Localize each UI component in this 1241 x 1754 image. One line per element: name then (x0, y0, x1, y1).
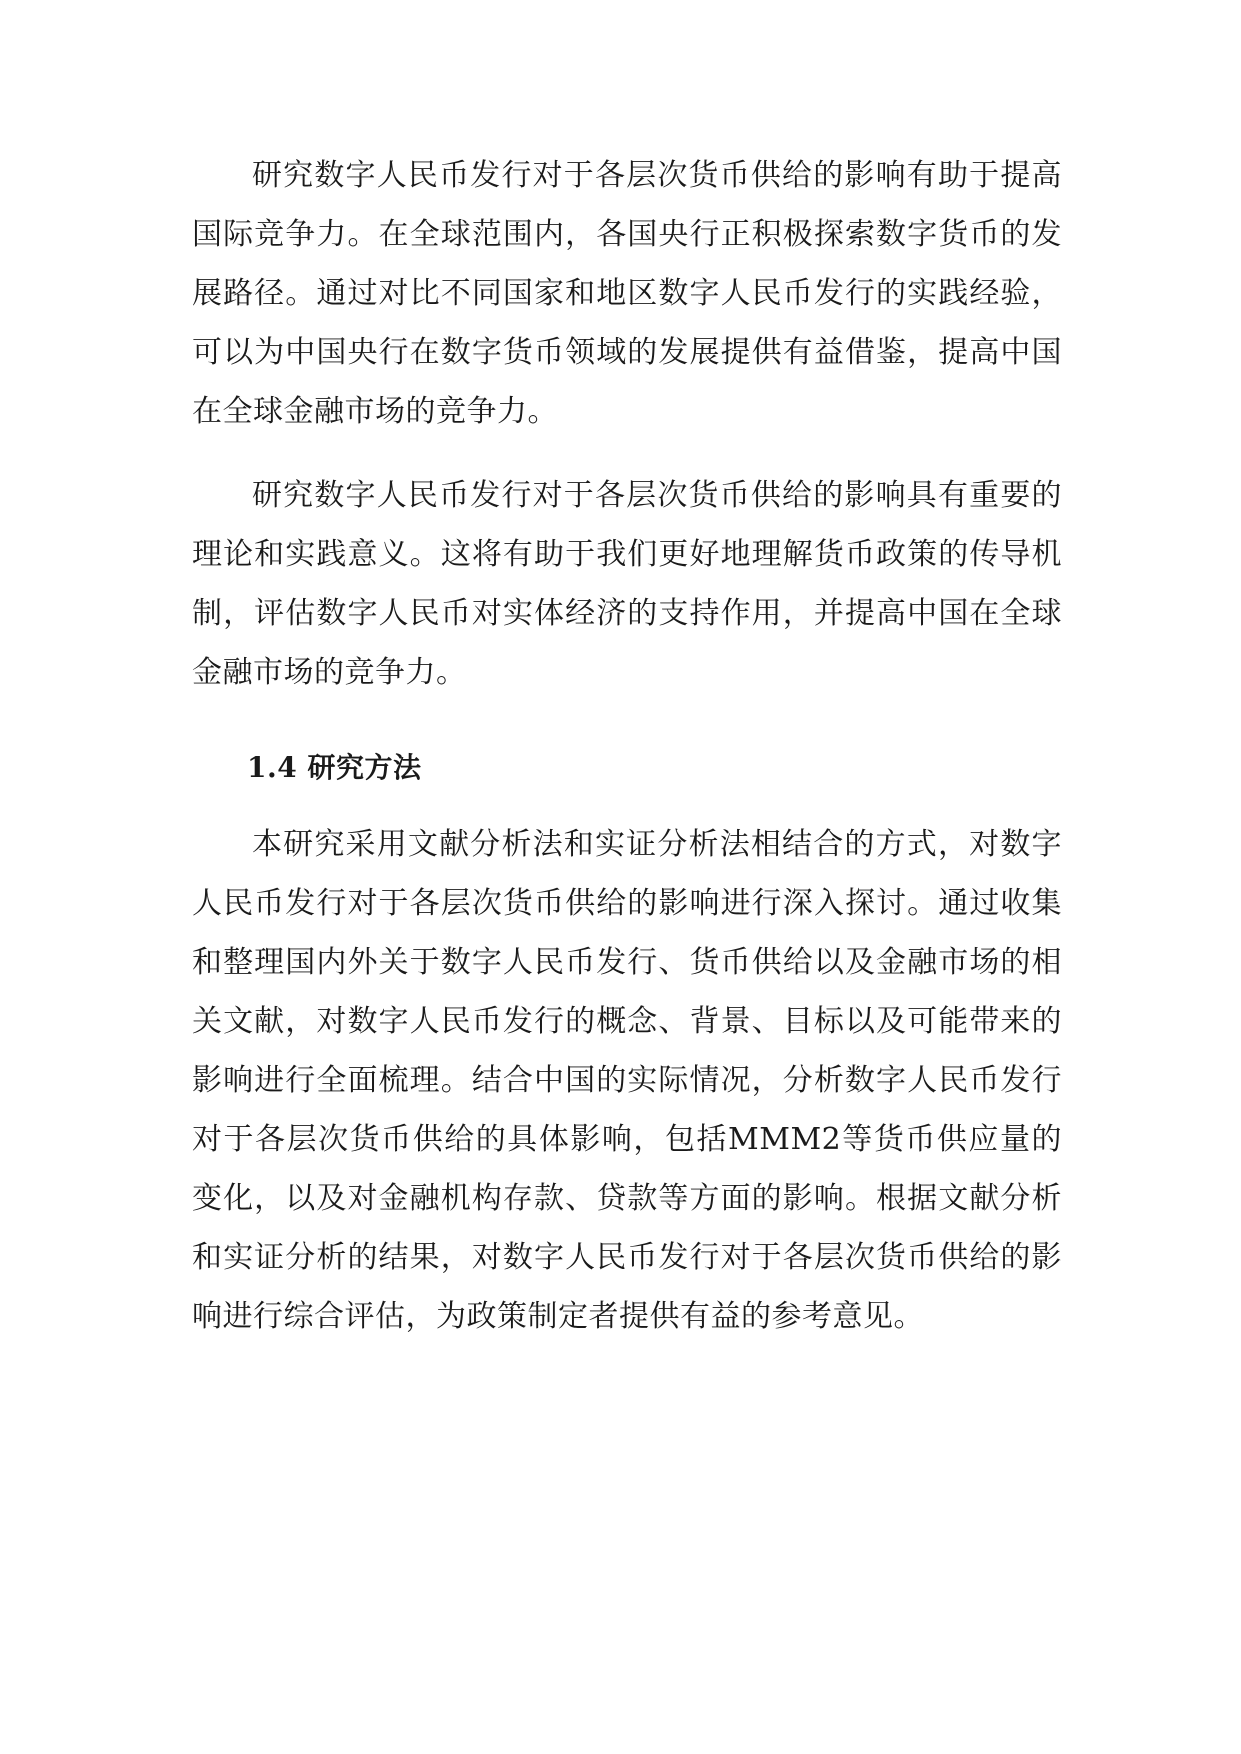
paragraph-significance: 研究数字人民币发行对于各层次货币供给的影响具有重要的理论和实践意义。这将有助于我们更好地理解货币政策的传导机制，评估数字人民币对实体经济的支持作用，并提高中国在全球金融市场的竞争力。 (192, 478, 1062, 690)
section-heading: 1.4 研究方法 (247, 751, 422, 784)
paragraph-methodology: 本研究采用文献分析法和实证分析法相结合的方式，对数字人民币发行对于各层次货币供给的影响进行深入探讨。通过收集和整理国内外关于数字人民币发行、货币供给以及金融市场的相关文献，对数字人民币发行的概念、背景、目标以及可能带来的影响进行全面梳理。结合中国的实际情况，分析数字人民币发行对于各层次货币供给的具体影响，包括MMM2等货币供应量的变化，以及对金融机构存款、贷款等方面的影响。根据文献分析和实证分析的结果，对数字人民币发行对于各层次货币供给的影响进行综合评估，为政策制定者提供有益的参考意见。 (192, 827, 1062, 1334)
section-heading-wrap (192, 748, 1062, 788)
paragraph-competitiveness: 研究数字人民币发行对于各层次货币供给的影响有助于提高国际竞争力。在全球范围内，各国央行正积极探索数字货币的发展路径。通过对比不同国家和地区数字人民币发行的实践经验，可以为中国央行在数字货币领域的发展提供有益借鉴，提高中国在全球金融市场的竞争力。 (192, 158, 1062, 429)
document-page (192, 146, 1062, 1346)
